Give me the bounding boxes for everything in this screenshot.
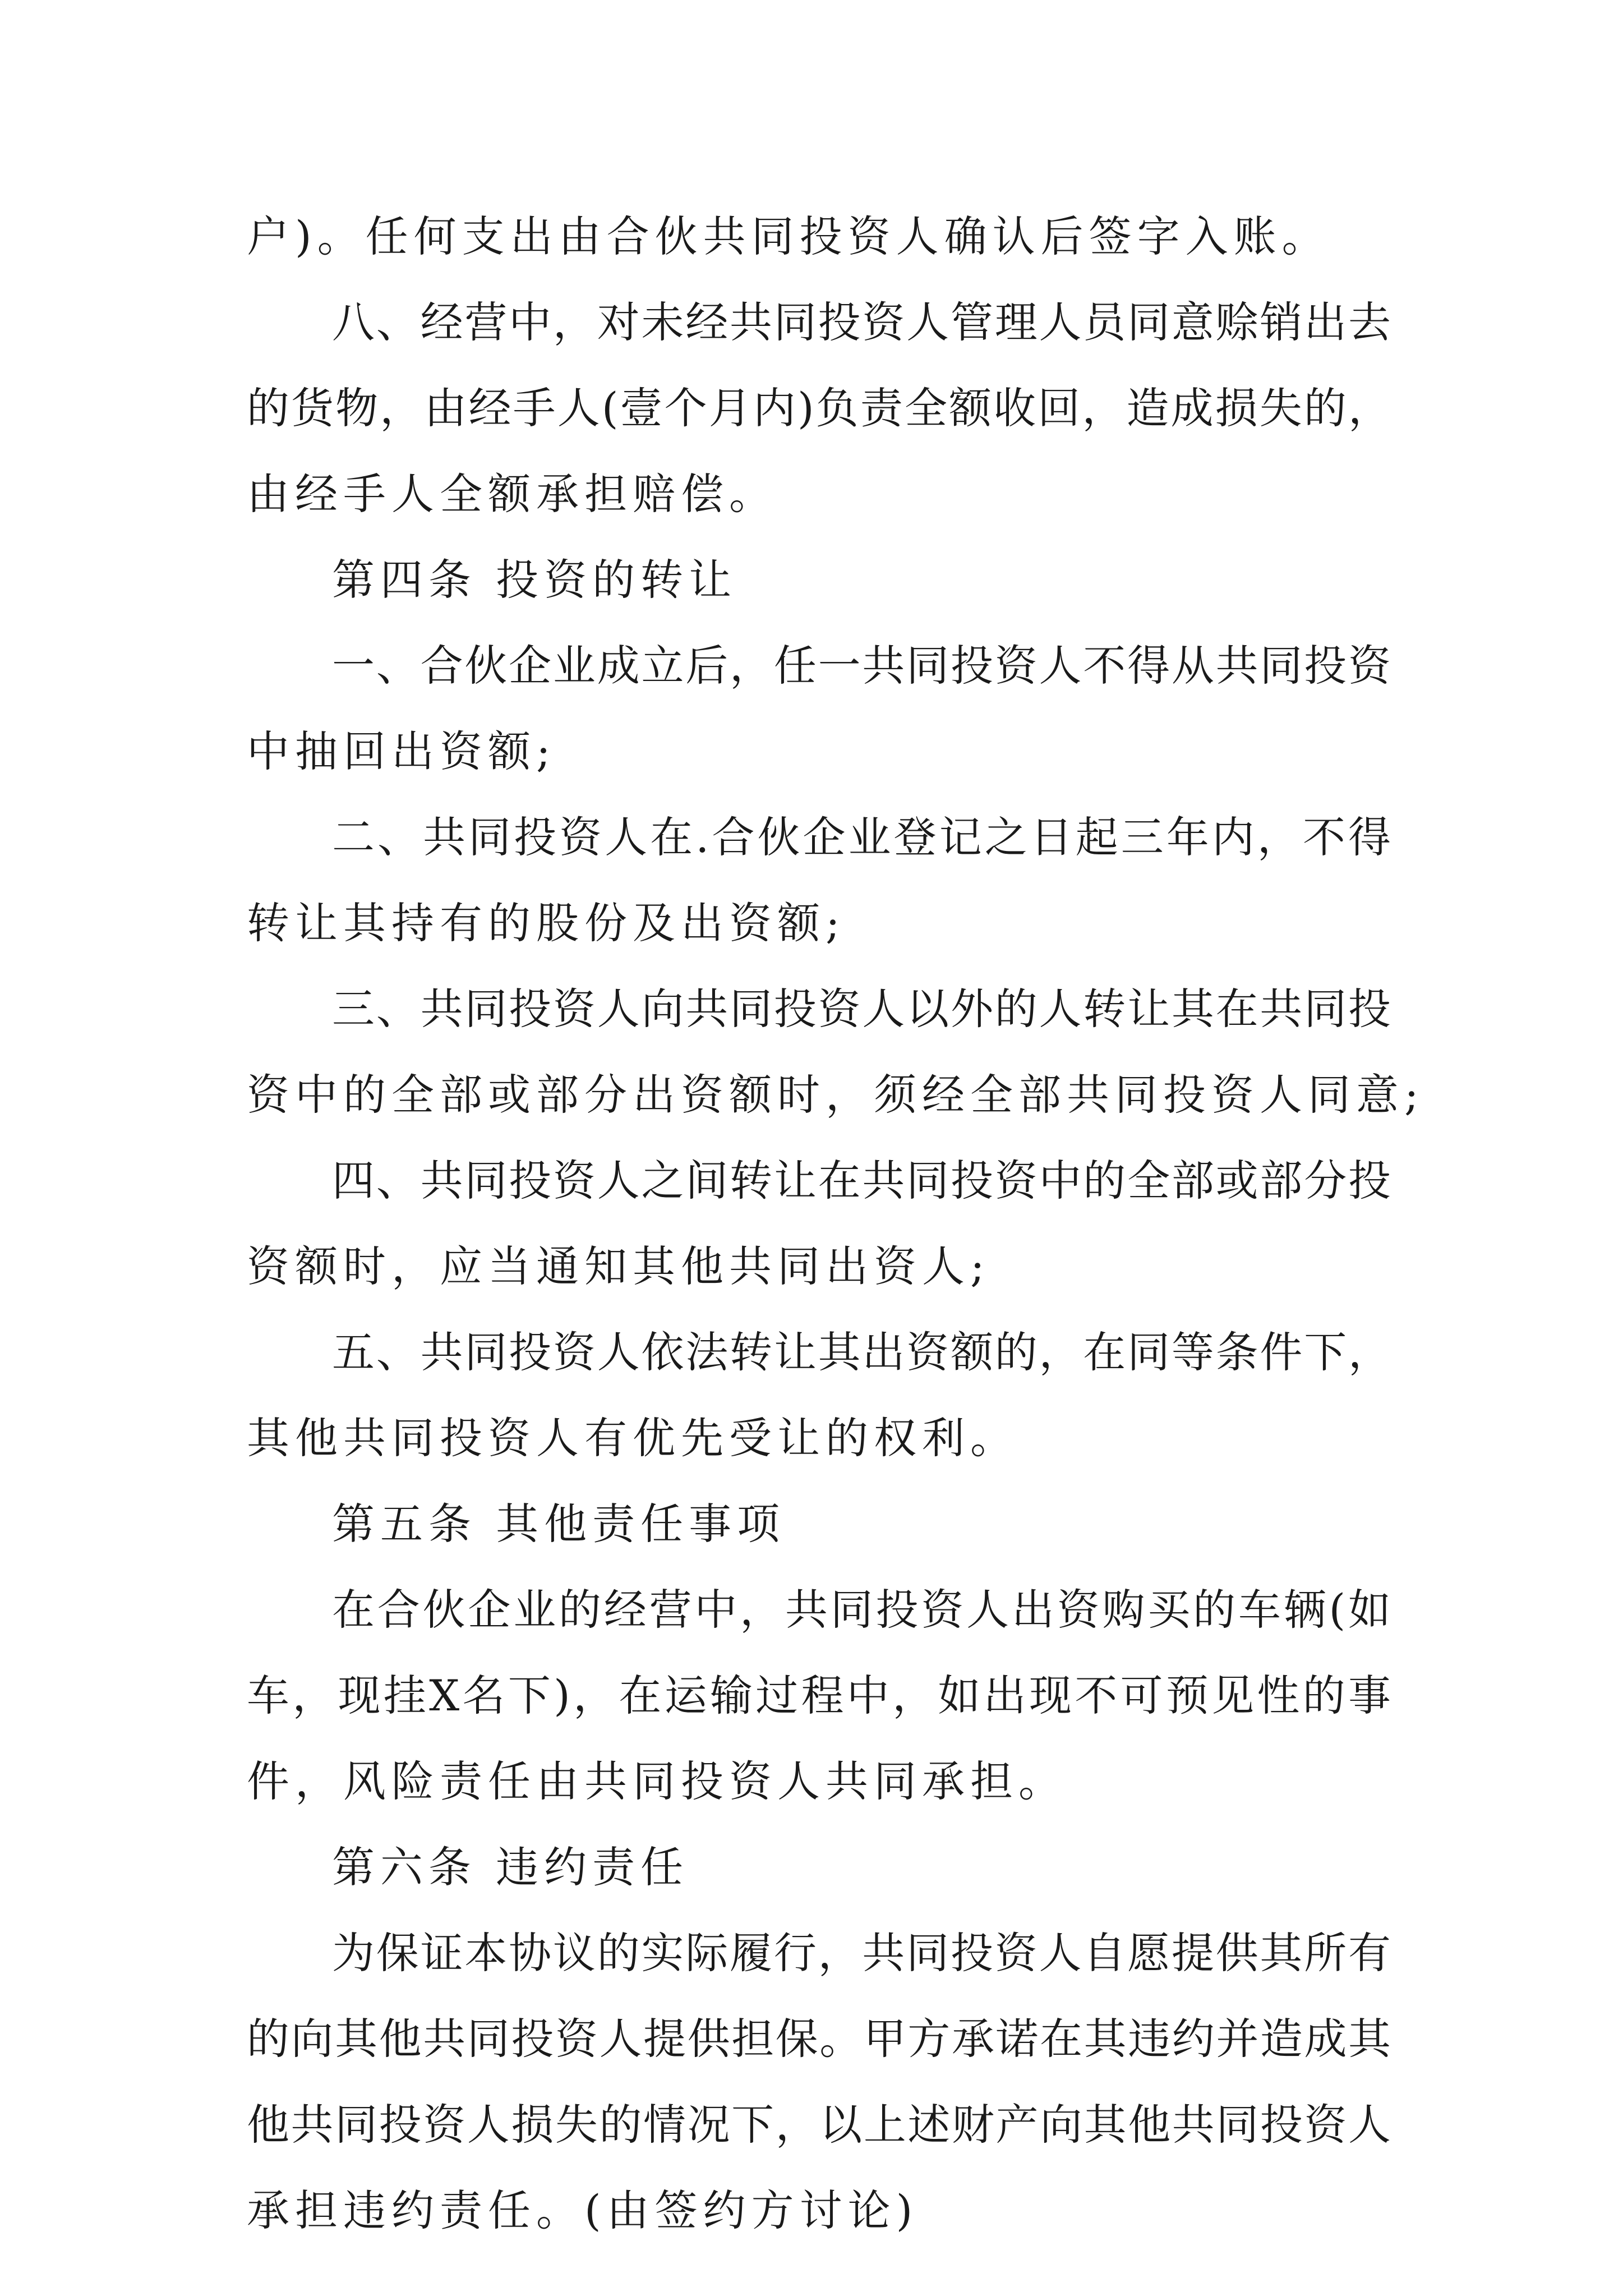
document-body: [247, 194, 1424, 2253]
text-line: 资中的全部或部分出资额时，须经全部共同投资人同意;: [247, 1070, 1424, 1120]
text-line: 三、共同投资人向共同投资人以外的人转让其在共同投: [332, 984, 1391, 1034]
text-line: 四、共同投资人之间转让在共同投资中的全部或部分投: [332, 1156, 1391, 1205]
text-line: 由经手人全额承担赔偿。: [247, 469, 777, 519]
text-line: 的向其他共同投资人提供担保。甲方承诺在其违约并造成其: [247, 2014, 1391, 2064]
text-line: 的货物，由经手人(壹个月内)负责全额收回，造成损失的，: [247, 383, 1391, 433]
text-line: 一、合伙企业成立后，任一共同投资人不得从共同投资: [332, 641, 1391, 691]
text-line: 承担违约责任。(由签约方讨论): [247, 2185, 919, 2235]
text-line: 第四条 投资的转让: [332, 555, 737, 605]
text-line: 八、经营中，对未经共同投资人管理人员同意赊销出去: [332, 297, 1391, 347]
text-line: 车，现挂X名下)，在运输过程中，如出现不可预见性的事: [247, 1671, 1391, 1720]
text-line: 其他共同投资人有优先受让的权利。: [247, 1413, 1018, 1463]
text-line: 件，风险责任由共同投资人共同承担。: [247, 1756, 1067, 1806]
text-line: 户)。任何支出由合伙共同投资人确认后签字入账。: [247, 211, 1330, 261]
text-line: 二、共同投资人在.合伙企业登记之日起三年内，不得: [332, 812, 1391, 862]
text-line: 五、共同投资人依法转让其出资额的，在同等条件下，: [332, 1327, 1391, 1377]
text-line: 中抽回出资额;: [247, 726, 556, 776]
text-line: 第六条 违约责任: [332, 1842, 689, 1892]
text-line: 第五条 其他责任事项: [332, 1499, 786, 1549]
text-line: 转让其持有的股份及出资额;: [247, 898, 846, 948]
text-line: 为保证本协议的实际履行，共同投资人自愿提供其所有: [332, 1928, 1391, 1978]
text-line: 在合伙企业的经营中，共同投资人出资购买的车辆(如: [332, 1585, 1391, 1635]
text-line: 他共同投资人损失的情况下，以上述财产向其他共同投资人: [247, 2100, 1391, 2150]
text-line: 资额时，应当通知其他共同出资人;: [247, 1241, 990, 1291]
